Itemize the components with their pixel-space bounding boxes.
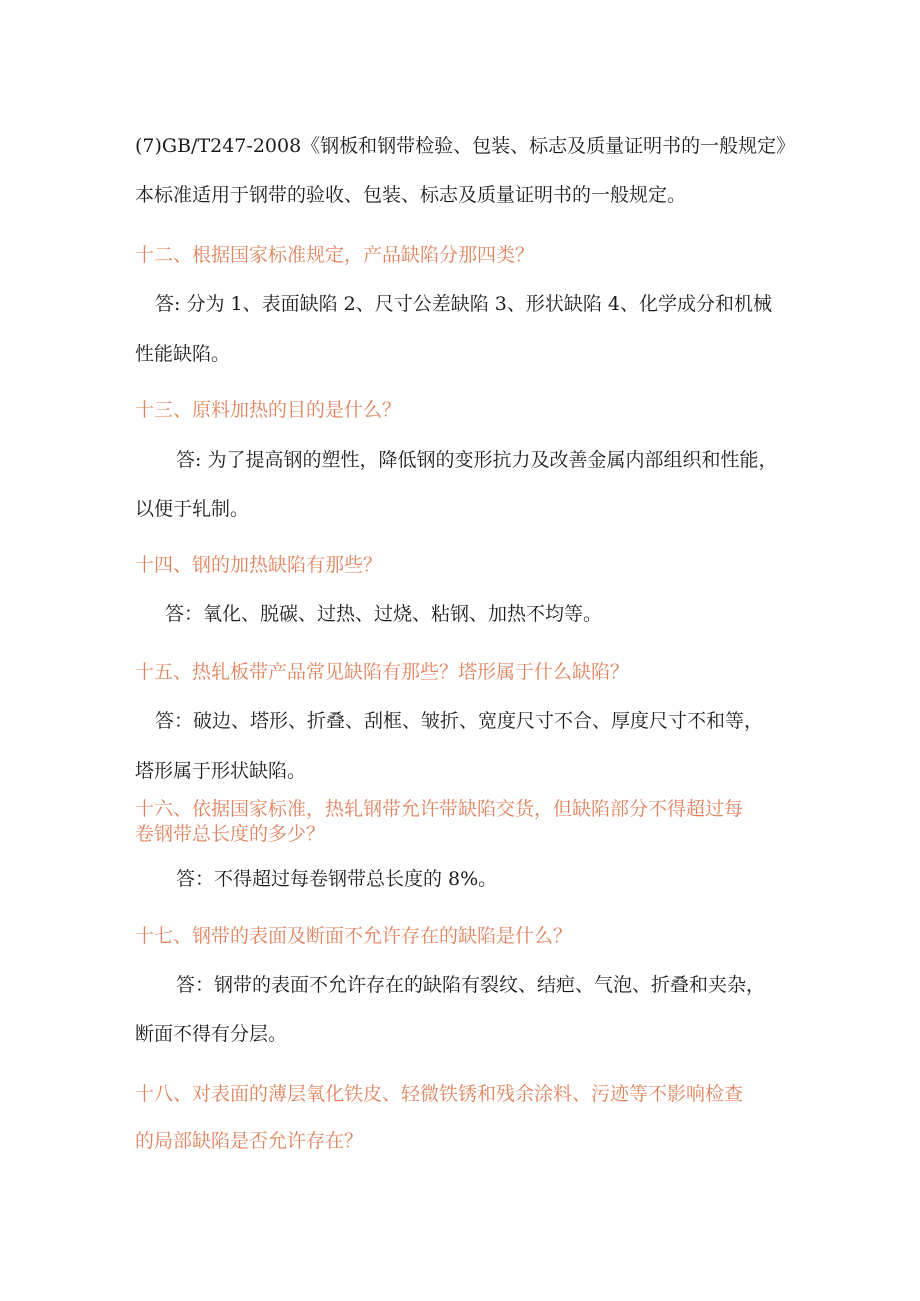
- question-16-line-1: 十六、依据国家标准，热轧钢带允许带缺陷交货，但缺陷部分不得超过每: [135, 798, 744, 820]
- question-13: 十三、原料加热的目的是什么？: [135, 399, 402, 421]
- answer-13-line-2: 以便于轧制。: [135, 498, 250, 520]
- question-12: 十二、根据国家标准规定，产品缺陷分那四类？: [135, 244, 535, 266]
- answer-17-line-2: 断面不得有分层。: [135, 1023, 288, 1045]
- answer-16: 答：不得超过每卷钢带总长度的 8%。: [176, 868, 498, 890]
- question-17: 十七、钢带的表面及断面不允许存在的缺陷是什么？: [135, 925, 573, 947]
- answer-14: 答：氧化、脱碳、过热、过烧、粘钢、加热不均等。: [165, 603, 603, 625]
- answer-15-line-2: 塔形属于形状缺陷。: [135, 760, 307, 782]
- answer-15-line-1: 答：破边、塔形、折叠、刮框、皱折、宽度尺寸不合、厚度尺寸不和等，: [155, 710, 764, 732]
- answer-12-line-1: 答: 分为 1、表面缺陷 2、尺寸公差缺陷 3、形状缺陷 4、化学成分和机械: [155, 293, 772, 315]
- answer-12-line-2: 性能缺陷。: [135, 343, 231, 365]
- question-14: 十四、钢的加热缺陷有那些？: [135, 554, 383, 576]
- standard-description: 本标准适用于钢带的验收、包装、标志及质量证明书的一般规定。: [135, 184, 687, 206]
- question-15: 十五、热轧板带产品常见缺陷有那些？塔形属于什么缺陷？: [135, 661, 630, 683]
- question-18-line-1: 十八、对表面的薄层氧化铁皮、轻微铁锈和残余涂料、污迹等不影响检查: [135, 1083, 744, 1105]
- question-18-line-2: 的局部缺陷是否允许存在？: [135, 1130, 364, 1152]
- question-16-line-2: 卷钢带总长度的多少？: [135, 823, 326, 845]
- answer-17-line-1: 答：钢带的表面不允许存在的缺陷有裂纹、结疤、气泡、折叠和夹杂，: [176, 974, 766, 996]
- standard-title: (7)GB/T247-2008《钢板和钢带检验、包装、标志及质量证明书的一般规定》: [135, 135, 796, 157]
- answer-13-line-1: 答: 为了提高钢的塑性，降低钢的变形抗力及改善金属内部组织和性能，: [176, 449, 778, 471]
